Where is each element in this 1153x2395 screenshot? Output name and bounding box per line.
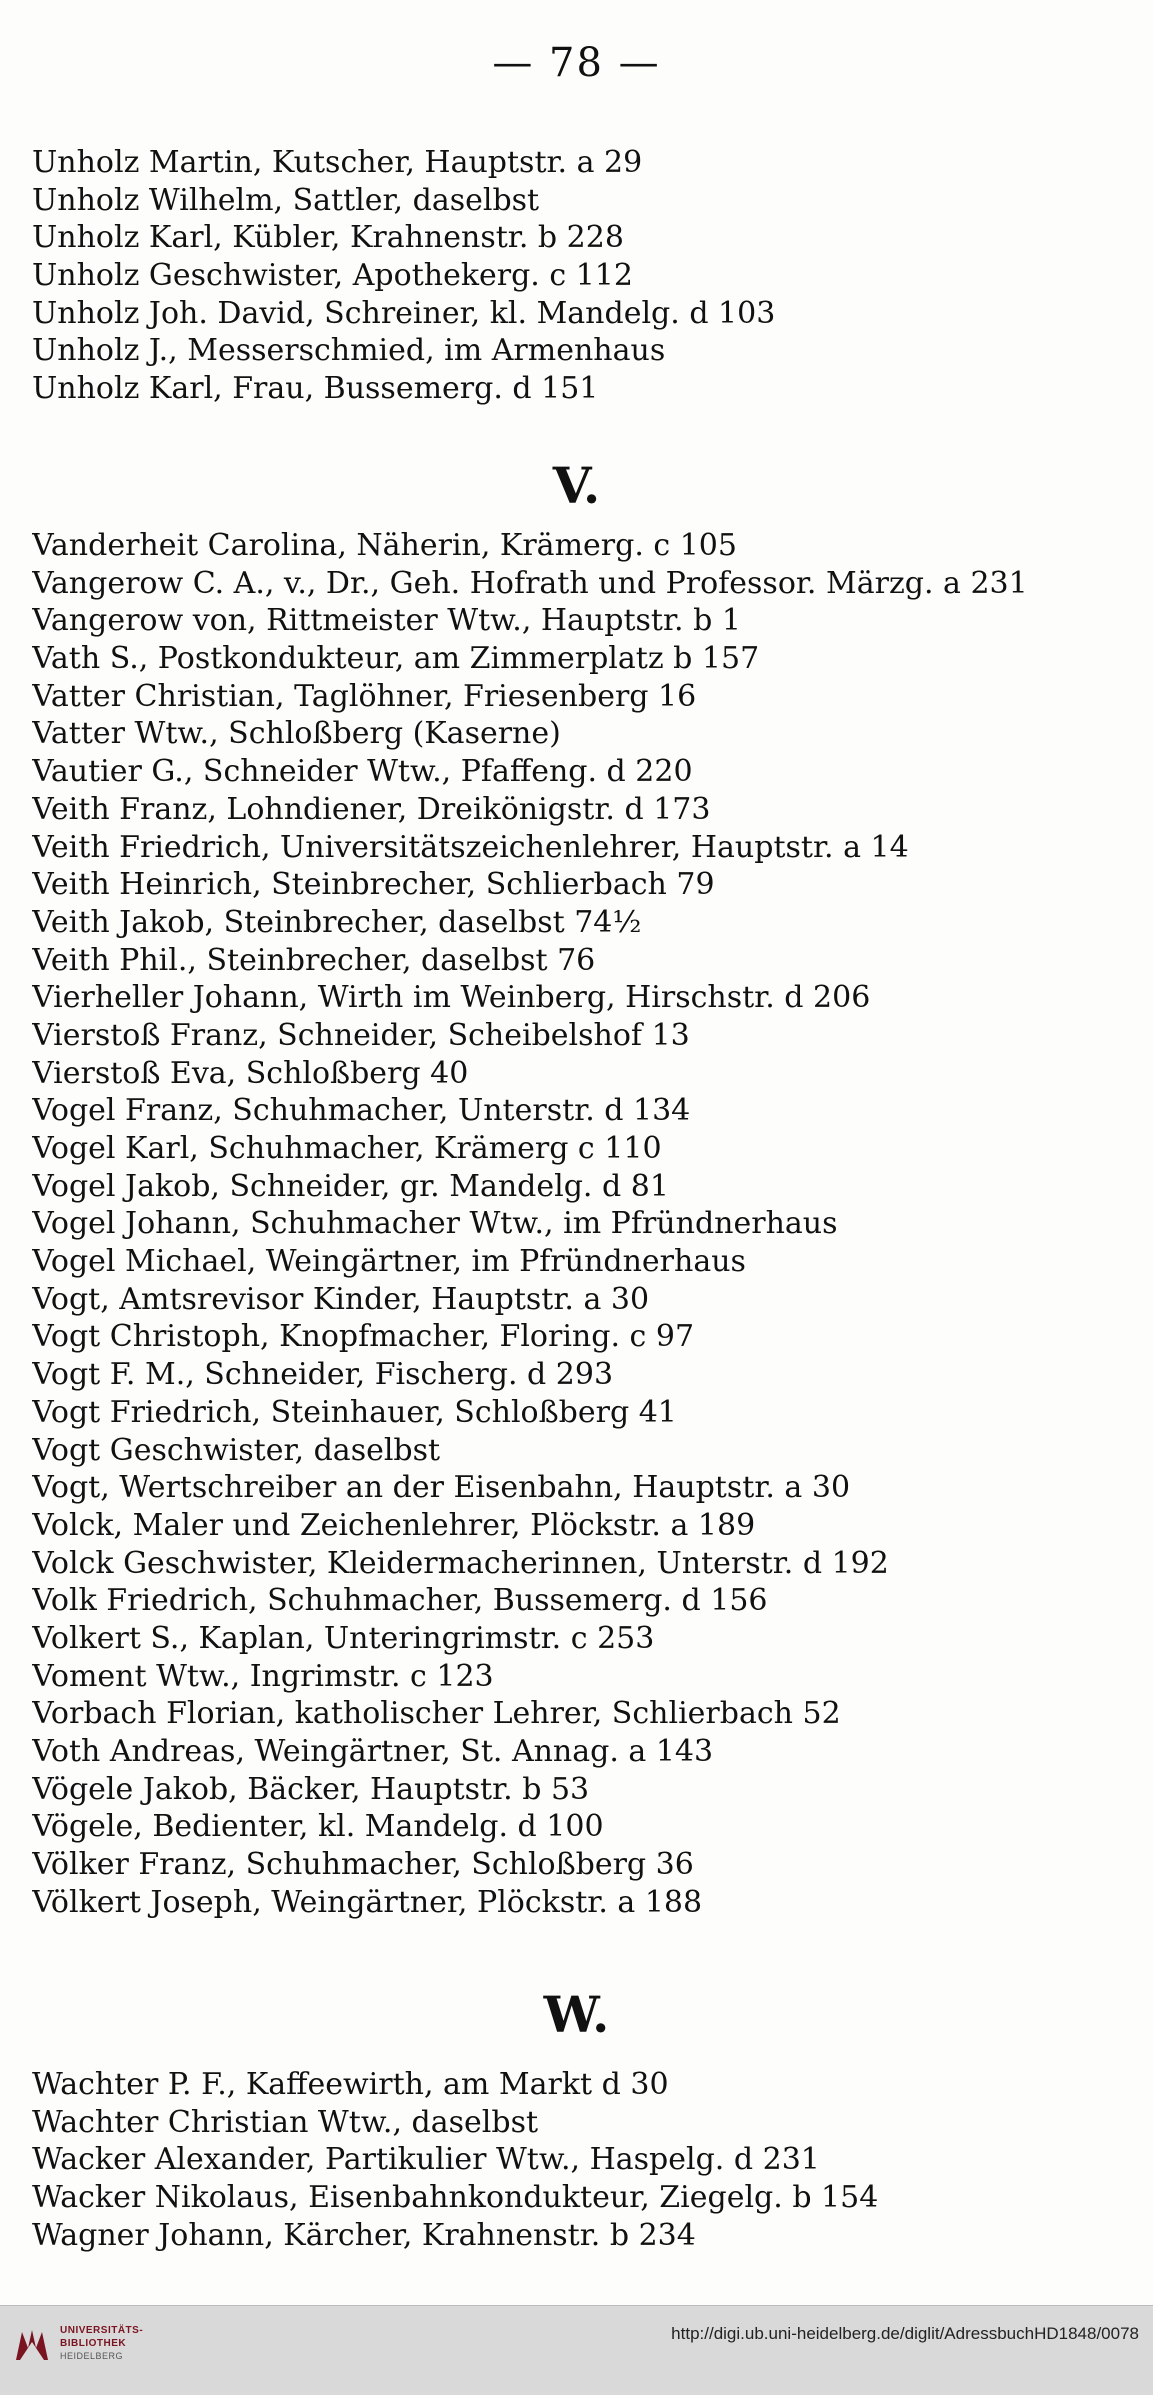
directory-entry: Veith Phil., Steinbrecher, daselbst 76 <box>32 942 596 978</box>
directory-entry: Unholz Martin, Kutscher, Hauptstr. a 29 <box>32 145 643 180</box>
directory-entry: Veith Friedrich, Universitätszeichenlehrer, Hauptstr. a 14 <box>32 829 909 865</box>
library-name-line: UNIVERSITÄTS- <box>60 2325 144 2336</box>
directory-entry: Vogel Jakob, Schneider, gr. Mandelg. d 81 <box>32 1168 669 1204</box>
directory-entry: Vautier G., Schneider Wtw., Pfaffeng. d 220 <box>32 754 693 790</box>
directory-entry: Vangerow C. A., v., Dr., Geh. Hofrath und Professor. Märzg. a 231 <box>32 565 1028 601</box>
directory-entry: Vogt Friedrich, Steinhauer, Schloßberg 41 <box>32 1394 677 1430</box>
directory-entry: Veith Jakob, Steinbrecher, daselbst 74½ <box>32 904 642 940</box>
directory-entry: Völker Franz, Schuhmacher, Schloßberg 36 <box>32 1847 694 1883</box>
directory-entry: Unholz Karl, Frau, Bussemerg. d 151 <box>32 371 599 407</box>
directory-entry: Volk Friedrich, Schuhmacher, Bussemerg. d 156 <box>32 1583 768 1619</box>
directory-entry: Volck, Maler und Zeichenlehrer, Plöckstr. a 189 <box>32 1507 756 1543</box>
section-letter-w: W. <box>543 1985 610 2044</box>
directory-entry: Vangerow von, Rittmeister Wtw., Hauptstr. b 1 <box>32 603 741 639</box>
directory-entry: Vögele, Bedienter, kl. Mandelg. d 100 <box>32 1809 604 1845</box>
directory-entry: Vogt, Amtsrevisor Kinder, Hauptstr. a 30 <box>32 1281 650 1317</box>
directory-entry: Veith Heinrich, Steinbrecher, Schlierbach 79 <box>32 867 715 903</box>
directory-entry: Vierheller Johann, Wirth im Weinberg, Hirschstr. d 206 <box>32 980 871 1016</box>
directory-entry: Volck Geschwister, Kleidermacherinnen, Unterstr. d 192 <box>32 1545 889 1581</box>
directory-entry: Vogel Karl, Schuhmacher, Krämerg c 110 <box>32 1131 662 1166</box>
viewer-footer <box>0 2305 1153 2395</box>
directory-entry: Vierstoß Eva, Schloßberg 40 <box>32 1055 469 1091</box>
directory-entry: Völkert Joseph, Weingärtner, Plöckstr. a 188 <box>32 1884 703 1920</box>
entries-w-list <box>32 2066 1132 2254</box>
directory-entry: Vogt, Wertschreiber an der Eisenbahn, Hauptstr. a 30 <box>32 1470 851 1506</box>
section-letter-v: V. <box>552 456 601 515</box>
library-name-line: BIBLIOTHEK <box>60 2338 127 2349</box>
directory-entry: Wachter Christian Wtw., daselbst <box>32 2104 539 2140</box>
directory-entry: Vanderheit Carolina, Näherin, Krämerg. c 105 <box>32 528 737 563</box>
directory-entry: Unholz Joh. David, Schreiner, kl. Mandelg. d 103 <box>32 295 776 331</box>
directory-entry: Vierstoß Franz, Schneider, Scheibelshof 13 <box>32 1017 690 1053</box>
directory-entry: Unholz Geschwister, Apothekerg. c 112 <box>32 258 633 294</box>
directory-entry: Unholz J., Messerschmied, im Armenhaus <box>32 333 666 369</box>
directory-entry: Voth Andreas, Weingärtner, St. Annag. a 143 <box>32 1734 714 1769</box>
directory-entry: Vögele Jakob, Bäcker, Hauptstr. b 53 <box>32 1771 590 1807</box>
library-name <box>60 2324 143 2363</box>
directory-entry: Voment Wtw., Ingrimstr. c 123 <box>32 1658 494 1694</box>
directory-entry: Vogt F. M., Schneider, Fischerg. d 293 <box>32 1357 614 1393</box>
entries-u-list <box>32 144 1132 408</box>
page-number: — 78 — <box>492 40 661 86</box>
directory-entry: Vorbach Florian, katholischer Lehrer, Schlierbach 52 <box>32 1696 841 1732</box>
directory-entry: Vogel Franz, Schuhmacher, Unterstr. d 134 <box>32 1093 691 1129</box>
directory-entry: Wacker Alexander, Partikulier Wtw., Haspelg. d 231 <box>32 2142 820 2178</box>
directory-entry: Vogt Christoph, Knopfmacher, Floring. c 97 <box>32 1319 695 1355</box>
directory-entry: Vatter Wtw., Schloßberg (Kaserne) <box>32 716 561 752</box>
directory-entry: Wachter P. F., Kaffeewirth, am Markt d 30 <box>32 2067 669 2102</box>
directory-entry: Veith Franz, Lohndiener, Dreikönigstr. d 173 <box>32 791 711 827</box>
directory-entry: Wacker Nikolaus, Eisenbahnkondukteur, Ziegelg. b 154 <box>32 2180 879 2216</box>
directory-entry: Unholz Karl, Kübler, Krahnenstr. b 228 <box>32 220 624 256</box>
directory-entry: Vath S., Postkondukteur, am Zimmerplatz b 157 <box>32 641 760 677</box>
directory-entry: Vogt Geschwister, daselbst <box>32 1432 441 1468</box>
university-library-logo-icon[interactable] <box>12 2324 52 2364</box>
directory-entry: Vogel Michael, Weingärtner, im Pfründnerhaus <box>32 1244 746 1280</box>
directory-entry: Vogel Johann, Schuhmacher Wtw., im Pfründnerhaus <box>32 1206 838 1242</box>
entries-v-list <box>32 527 1132 1921</box>
source-url-link[interactable]: http://digi.ub.uni-heidelberg.de/diglit/AdressbuchHD1848/0078 <box>671 2324 1139 2343</box>
directory-entry: Wagner Johann, Kärcher, Krahnenstr. b 234 <box>32 2217 696 2253</box>
directory-entry: Volkert S., Kaplan, Unteringrimstr. c 253 <box>32 1620 655 1656</box>
library-name-line: HEIDELBERG <box>60 2351 124 2361</box>
directory-entry: Vatter Christian, Taglöhner, Friesenberg 16 <box>32 678 697 714</box>
directory-entry: Unholz Wilhelm, Sattler, daselbst <box>32 182 540 218</box>
